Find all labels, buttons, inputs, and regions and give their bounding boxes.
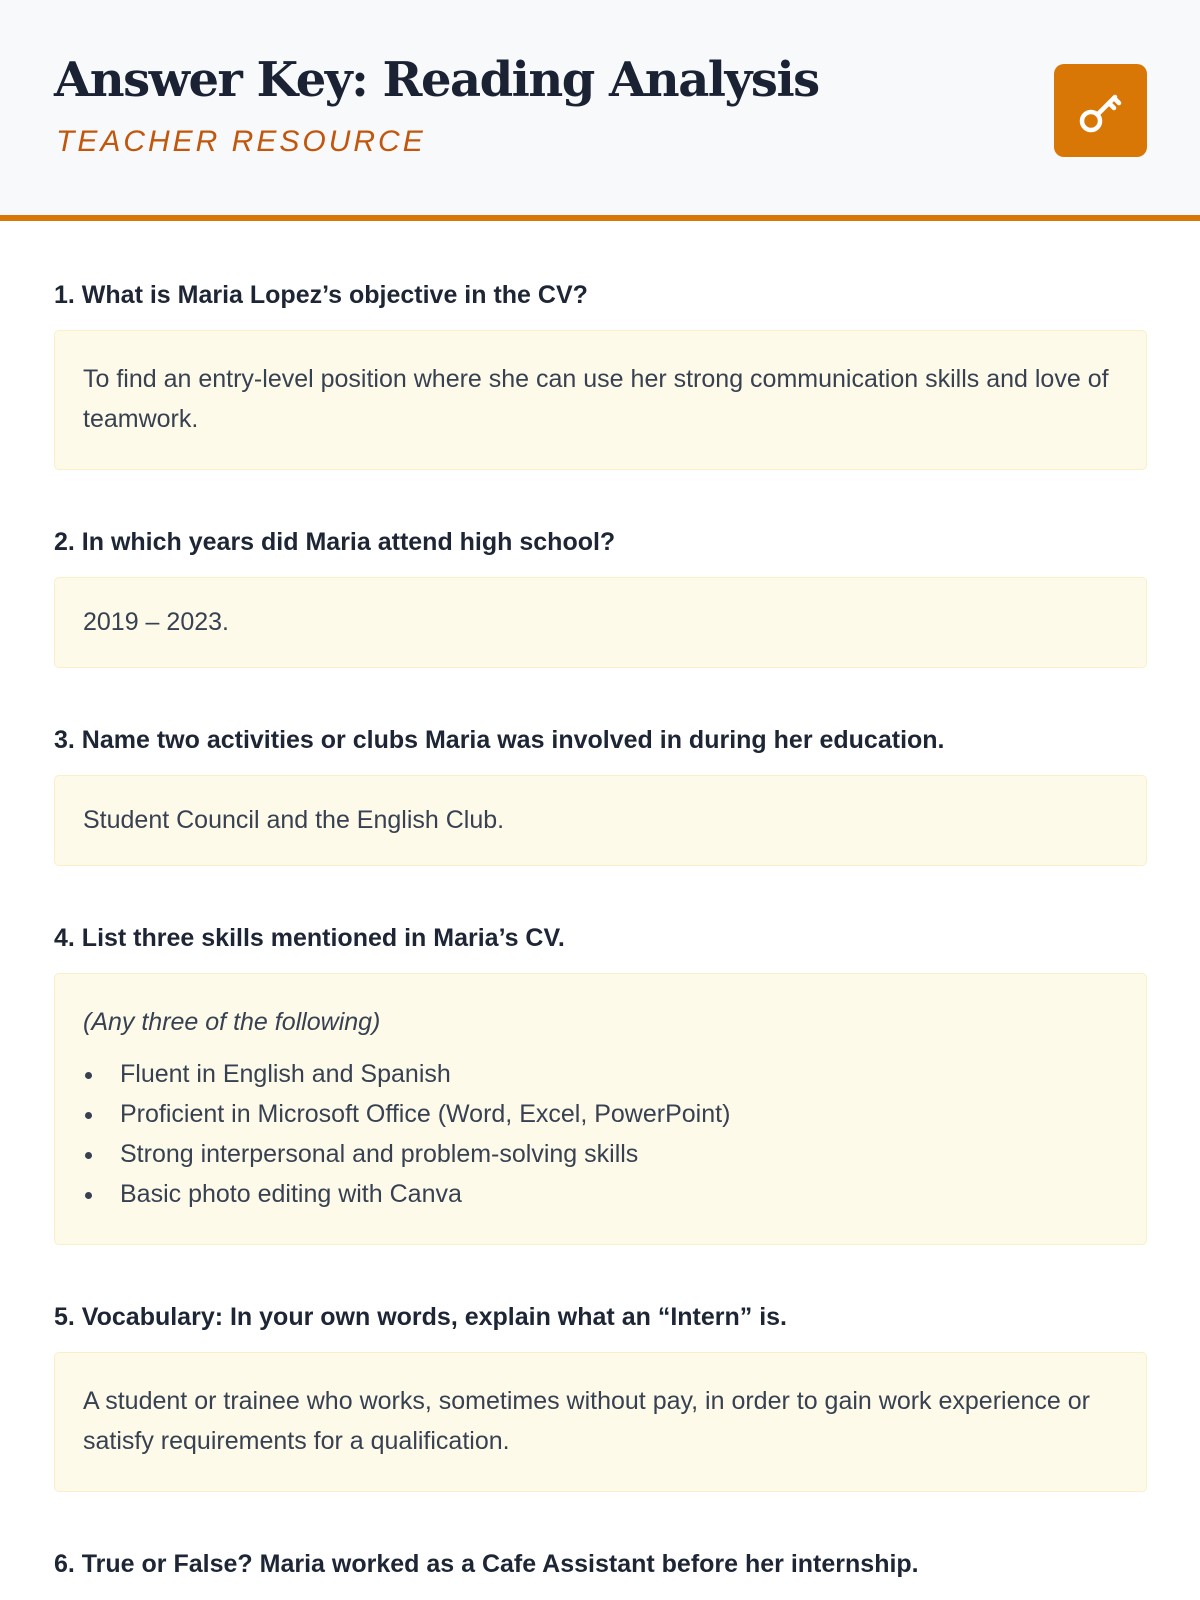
skill-item: Fluent in English and Spanish [83,1054,1118,1094]
page-header [0,0,1200,221]
question-text: 6. True or False? Maria worked as a Cafe Assistant before her internship. [54,1550,919,1578]
question-text: 3. Name two activities or clubs Maria was involved in during her education. [54,726,945,754]
skill-item: Basic photo editing with Canva [83,1174,1118,1214]
answer-box [54,973,1147,1245]
key-icon [1054,64,1147,157]
question-item [54,281,1147,470]
question-item [54,726,1147,866]
answer-box: A student or trainee who works, sometimes without pay, in order to gain work experience or satisfy requirements for a qualification. [54,1352,1147,1492]
skills-list [83,1054,1118,1214]
page-subtitle: TEACHER RESOURCE [56,125,426,158]
question-item [54,924,1147,1245]
question-text: 2. In which years did Maria attend high school? [54,528,616,556]
answer-list [0,221,1200,1579]
answer-box: To find an entry-level position where she can use her strong communication skills and love of teamwork. [54,330,1147,470]
question-item [54,1550,1147,1579]
skill-item: Strong interpersonal and problem-solving skills [83,1134,1118,1174]
question-text: 1. What is Maria Lopez’s objective in the CV? [54,281,588,309]
answer-box: 2019 – 2023. [54,577,1147,668]
skill-item: Proficient in Microsoft Office (Word, Excel, PowerPoint) [83,1094,1118,1134]
page-title: Answer Key: Reading Analysis [54,52,819,108]
question-text: 4. List three skills mentioned in Maria’s CV. [54,924,565,952]
question-item [54,528,1147,668]
answer-note: (Any three of the following) [83,1008,381,1036]
question-text: 5. Vocabulary: In your own words, explain what an “Intern” is. [54,1303,788,1331]
question-item [54,1303,1147,1492]
answer-box: Student Council and the English Club. [54,775,1147,866]
